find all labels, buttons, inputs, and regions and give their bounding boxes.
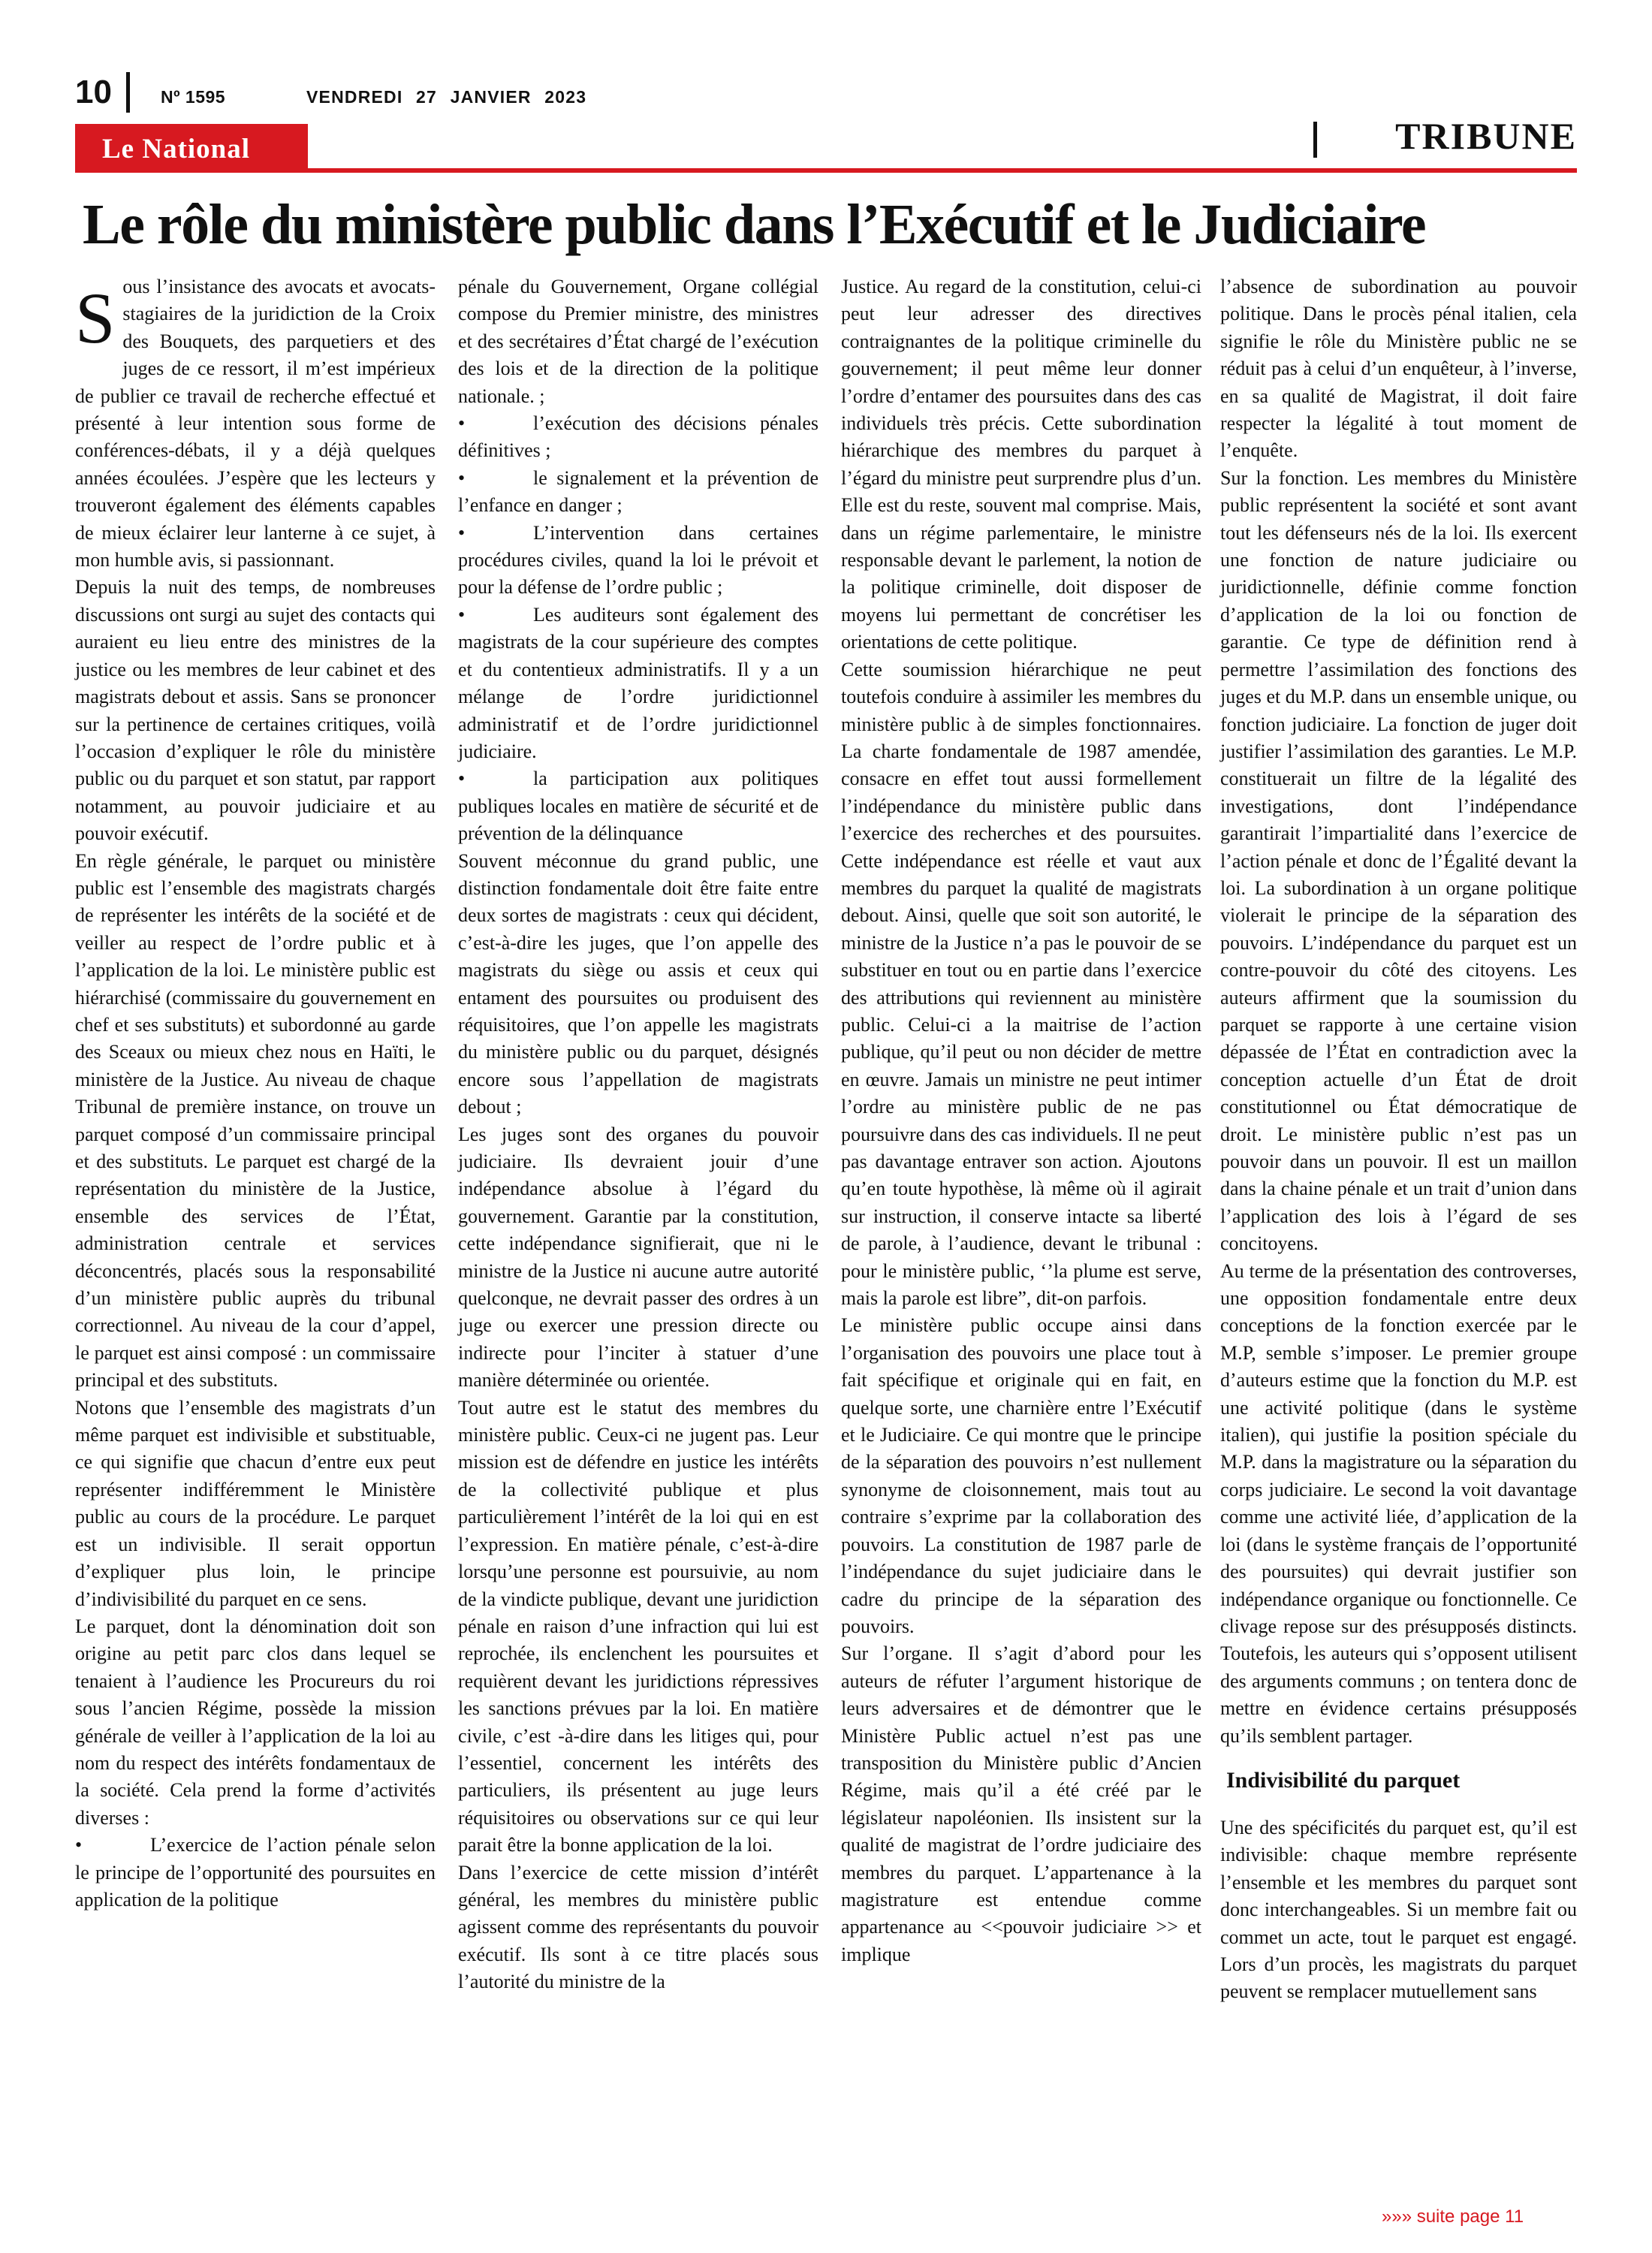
issue-number: Nº 1595 xyxy=(161,87,226,107)
section-label: TRIBUNE xyxy=(1395,115,1577,157)
continuation-link[interactable]: »»» suite page 11 xyxy=(1382,2206,1524,2227)
bullet-icon: • xyxy=(75,1834,83,1856)
paragraph: Tout autre est le statut des membres du ministère public. Ceux-ci ne jugent pas. Leur mission est de défendre en justice les intérêts de la collectivité publique et plus particulièrement l’intérêt de la loi qui en est l’expression. En matière pénale, c’est-à-dire lorsqu’une personne est poursuivie, au nom de la vindicte publique, devant une juridiction pénale en raison d’une infraction qui lui est reprochée, ils enclenchent les poursuites et requièrent devant les juridictions répressives les sanctions prévues par la loi. En matière civile, c’est -à-dire dans les litiges qui, pour l’essentiel, concernent les intérêts des particuliers, ils présentent au juge leurs réquisitoires ou observations sur ce qui leur parait être la bonne application de la loi. xyxy=(458,1396,818,1856)
paragraph: Depuis la nuit des temps, de nombreuses discussions ont surgi au sujet des contacts qui auraient eu lieu entre des ministres de la justice ou les membres de leur cabinet et des magistrats debout et assis. Sans se prononcer sur la pertinence de certaines critiques, voilà l’occasion d’expliquer le rôle du ministère public ou du parquet et son statut, par rapport notamment, au pouvoir judiciaire et au pouvoir exécutif. xyxy=(75,576,436,845)
paragraph: Cette soumission hiérarchique ne peut toutefois conduire à assimiler les membres du ministère public à de simples fonctionnaires. La charte fondamentale de 1987 amendée, consacre en effet tout aussi formellement l’indépendance du ministère public dans l’exercice des recherches et des poursuites. Cette indépendance est réelle et vaut aux membres du parquet la qualité de magistrats debout. Ainsi, quelle que soit son autorité, le ministre de la Justice n’a pas le pouvoir de se substituer en tout ou en partie dans l’exercice des attributions qui reviennent au ministère public. Celui-ci a la maitrise de l’action publique, qu’il peut ou non décider de mettre en œuvre. Jamais un ministre ne peut intimer l’ordre au ministère public de ne pas poursuivre dans des cas individuels. Il ne peut pas davantage entraver son action. Ajoutons qu’en toute hypothèse, là même où il agirait sur instruction, il conserve intacte sa liberté de parole, à l’audience, devant le tribunal : pour le ministère public, ‘’la plume est serve, mais la parole est libre”, dit-on parfois. xyxy=(841,658,1201,1310)
paragraph: Notons que l’ensemble des magistrats d’un même parquet est indivisible et substituable, ce qui signifie que chacun d’entre eux peut représenter indifféremment le Ministère public au cours de la procédure. Le parquet est un indivisible. Il serait opportun d’expliquer plus loin, le principe d’indivisibilité du parquet en ce sens. xyxy=(75,1396,436,1610)
page-number-divider xyxy=(126,72,130,113)
article-column-4 xyxy=(1220,273,1577,2006)
bullet-icon: • xyxy=(458,768,466,790)
bullet-icon: • xyxy=(458,603,466,626)
bullet-item: • le signalement et la prévention de l’enfance en danger ; xyxy=(458,465,818,520)
paragraph: Dans l’exercice de cette mission d’intérêt général, les membres du ministère public agissent comme des représentants du pouvoir exécutif. Ils sont à ce titre placés sous l’autorité du ministre de la xyxy=(458,1861,818,1993)
paragraph: Sur l’organe. Il s’agit d’abord pour les auteurs de réfuter l’argument historique de leurs adversaires et de démontrer que le Ministère Public actuel n’est pas une transposition du Ministère public d’Ancien Régime, mais qu’il a été créé par le législateur napoléonien. Ils insistent sur la qualité de magistrat de l’ordre judiciaire des membres du parquet. L’appartenance à la magistrature est entendue comme appartenance au <<pouvoir judiciaire >> et implique xyxy=(841,1642,1201,1965)
paragraph: Le ministère public occupe ainsi dans l’organisation des pouvoirs une place tout à fait spécifique et originale qui en fait, en quelque sorte, une charnière entre l’Exécutif et le Judiciaire. Ce qui montre que le principe de la séparation des pouvoirs n’est nullement synonyme de cloisonnement, mais tout au contraire s’exprime par la collaboration des pouvoirs. La constitution de 1987 parle de l’indépendance du sujet judiciaire dans le cadre du principe de la séparation des pouvoirs. xyxy=(841,1314,1201,1637)
bullet-item: • Les auditeurs sont également des magistrats de la cour supérieure des comptes et du contentieux administratifs. Il y a un mélange de l’ordre juridictionnel administratif et de l’ordre juridictionnel judiciaire. xyxy=(458,602,818,765)
bullet-icon: • xyxy=(458,466,466,489)
paragraph: En règle générale, le parquet ou ministère public est l’ensemble des magistrats chargés de représenter les intérêts de la société et de veiller au respect de l’ordre public et à l’application de la loi. Le ministère public est hiérarchisé (commissaire du gouvernement en chef et ses substituts) et subordonné au garde des Sceaux ou mieux chez nous en Haïti, le ministère de la Justice. Au niveau de chaque Tribunal de première instance, on trouve un parquet composé d’un commissaire principal et des substituts. Le parquet est chargé de la représentation du ministère de la Justice, ensemble des services de l’État, administration centrale et services déconcentrés, placés sous la responsabilité d’un ministère public auprès du tribunal correctionnel. Au niveau de la cour d’appel, le parquet est ainsi composé : un commissaire principal et des substituts. xyxy=(75,849,436,1392)
article-headline: Le rôle du ministère public dans l’Exécutif et le Judiciaire xyxy=(83,193,1426,256)
page-number: 10 xyxy=(75,74,112,110)
paragraph: Sur la fonction. Les membres du Ministère public représentent la société et sont avant tout les défenseurs nés de la loi. Ils exercent une fonction de nature judiciaire ou juridictionnelle, définie comme fonction d’application de la loi ou fonction de garantie. Ce type de définition rend à permettre l’assimilation des fonctions des juges et du M.P. dans un ensemble unique, ou fonction judiciaire. La fonction de juger doit justifier l’assimilation des garanties. Le M.P. constituerait un filtre de la légalité des investigations, dont l’indépendance garantirait l’impartialité dans l’exercice de l’action pénale et donc de l’Égalité devant la loi. La subordination à un organe politique violerait le principe de la séparation des pouvoirs. L’indépendance du parquet est un contre-pouvoir du côté des citoyens. Les auteurs affirment que la soumission du parquet se rapporte à une certaine vision dépassée de l’État en contradiction avec la conception actuelle d’un État de droit constitutionnel ou État démocratique de droit. Le ministère public n’est pas un pouvoir dans un pouvoir. Il est un maillon dans la chaine pénale et un trait d’union dans l’application des lois à l’égard de ses concitoyens. xyxy=(1220,466,1577,1255)
bullet-icon: • xyxy=(458,521,466,544)
paragraph: Souvent méconnue du grand public, une distinction fondamentale doit être faite entre deux sortes de magistrats : ceux qui décident, c’est-à-dire les juges, que l’on appelle des magistrats du siège ou assis et ceux qui entament des poursuites ou produisent des réquisitoires, que l’on appelle les magistrats du ministère public ou du parquet, désignés encore sous l’appellation de magistrats debout ; xyxy=(458,849,818,1118)
article-column-1 xyxy=(75,273,436,1914)
paragraph: Au terme de la présentation des controverses, une opposition fondamentale entre deux conceptions de la fonction exercée par le M.P, semble s’imposer. Le premier groupe d’auteurs estime que la fonction du M.P. est une activité politique (dans le système italien), qui justifie la position spéciale du M.P. dans la magistrature ou la séparation du corps judiciaire. Le second la voit davantage comme une activité liée, d’application de la loi (dans le système français de l’opportunité des poursuites) qui devrait justifier son indépendance organique ou fonctionnelle. Ce clivage repose sur des présupposés distincts. Toutefois, les auteurs qui s’opposent utilisent des arguments communs ; on tentera donc de mettre en évidence certains présupposés qu’ils semblent partager. xyxy=(1220,1259,1577,1747)
brand-name: Le National xyxy=(102,134,251,164)
subheading: Indivisibilité du parquet xyxy=(1226,1767,1461,1793)
paragraph: ous l’insistance des avocats et avocats-stagiaires de la juridiction de la Croix des Bouquets, des parquetiers et des juges de ce ressort, il m’est impérieux de publier ce travail de recherche effectué et présenté à leur intention sous forme de conférences-débats, il y a déjà quelques années écoulées. J’espère que les lecteurs y trouveront également des éléments capables de mieux éclairer leur lanterne à ce sujet, à mon humble avis, si passionnant. xyxy=(75,276,436,572)
bullet-item: • L’intervention dans certaines procédures civiles, quand la loi le prévoit et pour la défense de l’ordre public ; xyxy=(458,520,818,602)
bullet-item: • l’exécution des décisions pénales définitives ; xyxy=(458,410,818,465)
article-column-3 xyxy=(841,273,1201,1968)
section-divider xyxy=(1313,122,1317,158)
article-column-2 xyxy=(458,273,818,1996)
paragraph: Une des spécificités du parquet est, qu’il est indivisible: chaque membre représente l’ensemble et les membres du parquet sont donc interchangeables. Si un membre fait ou commet un acte, tout le parquet est engagé. Lors d’un procès, les magistrats du parquet peuvent se remplacer mutuellement sans xyxy=(1220,1816,1577,2003)
bullet-icon: • xyxy=(458,412,466,435)
paragraph: pénale du Gouvernement, Organe collégial compose du Premier ministre, des ministres et des secrétaires d’État chargé de l’exécution des lois et de la direction de la politique nationale. ; xyxy=(458,276,818,407)
paragraph: Les juges sont des organes du pouvoir judiciaire. Ils devraient jouir d’une indépendance absolue à l’égard du gouvernement. Garantie par la constitution, cette indépendance signifierait, que ni le ministre de la Justice ni aucune autre autorité quelconque, ne devrait passer des ordres à un juge ou exercer une pression directe ou indirecte pour l’inciter à statuer d’une manière déterminée ou orientée. xyxy=(458,1123,818,1392)
paragraph: l’absence de subordination au pouvoir politique. Dans le procès pénal italien, cela signifie le rôle du Ministère public ne se réduit pas à celui d’un enquêteur, à l’inverse, en sa qualité de Magistrat, il doit faire respecter la légalité à tout moment de l’enquête. xyxy=(1220,276,1577,462)
bullet-item: • L’exercice de l’action pénale selon le principe de l’opportunité des poursuites en application de la politique xyxy=(75,1832,436,1914)
drop-cap: S xyxy=(75,278,116,358)
publication-date: VENDREDI 27 JANVIER 2023 xyxy=(306,87,587,107)
paragraph: Le parquet, dont la dénomination doit son origine au petit parc clos dans lequel se tenaient à l’audience les Procureurs du roi sous l’ancien Régime, possède la mission générale de veiller à l’application de la loi au nom du respect des intérêts fondamentaux de la société. Cela prend la forme d’activités diverses : xyxy=(75,1615,436,1829)
paragraph: Justice. Au regard de la constitution, celui-ci peut leur adresser des directives contraignantes de la politique criminelle du gouvernement; il peut même leur donner l’ordre d’entamer des poursuites dans des cas individuels très précis. Cette subordination hiérarchique des membres du parquet à l’égard du ministre peut surprendre plus d’un. Elle est du reste, souvent mal comprise. Mais, dans un régime parlementaire, le ministre responsable devant le parlement, la notion de la politique criminelle, doit disposer de moyens lui permettant de concrétiser les orientations de cette politique. xyxy=(841,276,1201,653)
bullet-item: • la participation aux politiques publiques locales en matière de sécurité et de prévention de la délinquance xyxy=(458,765,818,847)
